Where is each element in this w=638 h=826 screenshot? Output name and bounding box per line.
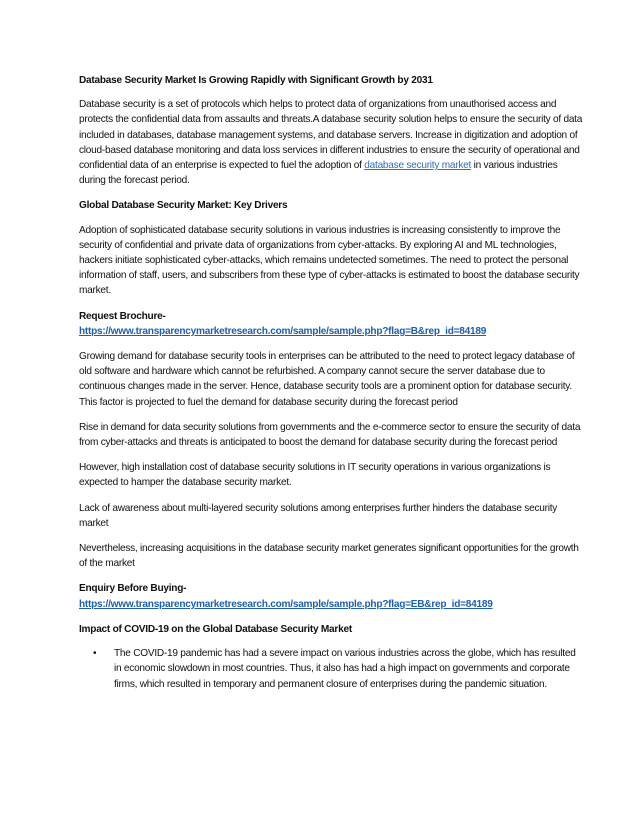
lack-of-awareness-paragraph: Lack of awareness about multi-layered security solutions among enterprises further hinders the database security market [79, 502, 558, 529]
database-security-market-link[interactable]: database security market [364, 160, 472, 172]
growing-demand-paragraph: Growing demand for database security tools in enterprises can be attributed to the need to protect legacy database of old software and hardware which cannot be refurbished. A company cannot secure the server database due to continuous changes made in the server. Hence, database security tools are a prominent option for database security. This factor is projected to fuel the demand for database security during the forecast period [79, 351, 575, 408]
intro-text-after: in various industries during the forecast period. [79, 160, 558, 187]
bullet-icon: • [93, 648, 97, 660]
drivers-paragraph: Adoption of sophisticated database security solutions in various industries is increasing consistently to improve the security of confidential and private data of organizations from cyber-attacks. By exploring AI and ML technologies, hackers initiate sophisticated cyber-attacks, which remains undetected sometimes. The need to protect the personal information of staff, users, and subscribers from these type of cyber-attacks is estimated to boost the database security market. [79, 224, 580, 297]
covid-bullet-list [79, 646, 584, 692]
drivers-heading: Global Database Security Market: Key Drivers [79, 200, 288, 212]
intro-paragraph [79, 97, 584, 188]
brochure-block [79, 309, 584, 339]
covid-heading: Impact of COVID-19 on the Global Database Security Market [79, 623, 352, 635]
nevertheless-paragraph: Nevertheless, increasing acquisitions in the database security market generates significant opportunities for the growth of the market [79, 543, 579, 570]
brochure-link[interactable]: https://www.transparencymarketresearch.com/sample/sample.php?flag=B&rep_id=84189 [79, 325, 487, 337]
enquiry-label: Enquiry Before Buying- [79, 583, 187, 595]
brochure-label: Request Brochure- [79, 310, 166, 322]
covid-bullet-text: The COVID-19 pandemic has had a severe impact on various industries across the globe, which has resulted in economic slowdown in most countries. Thus, it also has had a high impact on governments and corporate firms, which resulted in temporary and permanent closure of enterprises during the pandemic situation. [114, 648, 576, 690]
enquiry-block [79, 581, 584, 611]
intro-text-before: Database security is a set of protocols which helps to protect data of organizations from unauthorised access and protects the confidential data from assaults and threats.A database security solution helps to ensure the security of data included in databases, database management systems, and database servers. Increase in digitization and adoption of cloud-based database monitoring and data loss services in different industries to ensure the security of operational and confidential data of an enterprise is expected to fuel the adoption of [79, 99, 583, 172]
rise-in-demand-paragraph: Rise in demand for data security solutions from governments and the e-commerce sector to ensure the security of data from cyber-attacks and threats is anticipated to boost the demand for database security during the forecast period [79, 421, 581, 449]
however-paragraph: However, high installation cost of database security solutions in IT security operations in various organizations is expected to hamper the database security market. [79, 462, 551, 489]
enquiry-link[interactable]: https://www.transparencymarketresearch.com/sample/sample.php?flag=EB&rep_id=84189 [79, 598, 493, 610]
list-item [93, 646, 584, 692]
document-title: Database Security Market Is Growing Rapidly with Significant Growth by 2031 [79, 75, 433, 86]
